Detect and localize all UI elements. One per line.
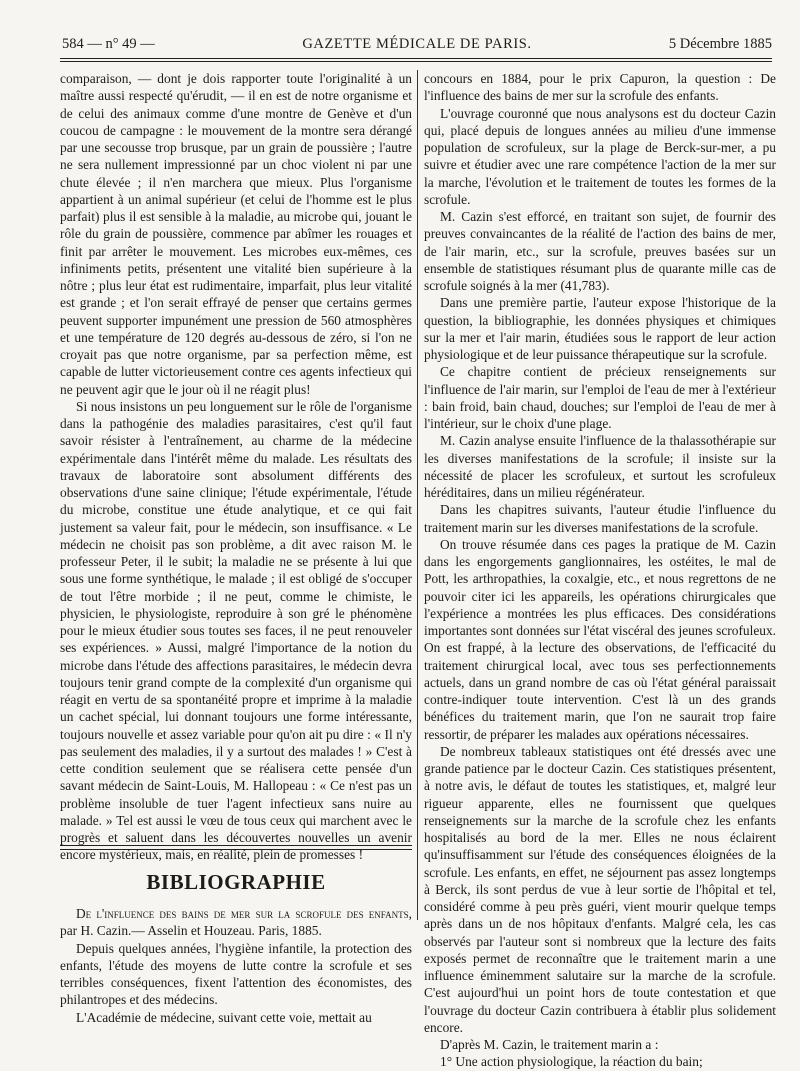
right-column bbox=[424, 70, 776, 1071]
right-paragraph-8: On trouve résumée dans ces pages la pratique de M. Cazin dans les engorgements ganglionnaires, les ostéites, le mal de Pott, les arthropathies, la coxalgie, etc., et nous regrettons de ne pouvoir citer ici les appareils, les opérations chirurgicales que l'expérience a montrées les plus efficaces. Des considérations importantes sont données sur l'état viscéral des jeunes scrofuleux. On est frappé, à la lecture des observations, de l'efficacité du traitement chirurgical local, avec tous ses perfectionnements actuels, dans un grand nombre de cas où l'état général paraissait contre-indiquer toute intervention. C'est là un des grands bénéfices du traitement marin, que l'on ne saurait trop faire ressortir, de préparer les malades aux opérations nécessaires. bbox=[424, 536, 776, 742]
right-paragraph-6: M. Cazin analyse ensuite l'influence de la thalassothérapie sur les diverses manifestations de la scrofule; il insiste sur la nécessité de placer les scrofuleux, et surtout les scrofuleux héréditaires, dans un milieu régénérateur. bbox=[424, 433, 776, 500]
section-separator-thin bbox=[60, 849, 412, 850]
right-paragraph-1: concours en 1884, pour le prix Capuron, la question : De l'influence des bains de mer sur la scrofule des enfants. bbox=[424, 71, 776, 104]
right-paragraph-9: De nombreux tableaux statistiques ont été dressés avec une grande patience par le docteur Cazin. Ces statistiques présentent, à notre avis, le défaut de toutes les statistiques, et, malgré leur rigueur apparente, elles ne fournissent que quelques renseignements sur la marche de la scrofule chez les enfants hospitalisés au bord de la mer. Elles ne nous éclairent qu'insuffisamment sur l'étude des conséquences éloignées de la scrofule. Les enfants, en effet, ne séjournent pas assez longtemps à Berck, ils sont perdus de vue à leur sortie de l'hôpital et tel, considéré comme à peu près guéri, vient mourir quelque temps après dans un de nos hôpitaux d'enfants. Malgré cela, les cas observés par l'auteur sont si nombreux que la lecture des faits exposés permet de reconnaître que le traitement marin a une influence éminemment salutaire sur la marche de la scrofule. C'est aujourd'hui un point hors de toute contestation et que l'ouvrage du docteur Cazin contribuera à établir plus solidement encore. bbox=[424, 743, 776, 1035]
book-title: De l'influence des bains de mer sur la scrofule des enfants bbox=[76, 906, 409, 921]
right-paragraph-5: Ce chapitre contient de précieux renseignements sur l'influence de l'air marin, sur l'emploi de l'eau de mer à l'extérieur : bain froid, bain chaud, douches; sur l'emploi de l'eau de mer à l'intérieur, sur le choix d'une plage. bbox=[424, 364, 776, 431]
page-header bbox=[62, 34, 772, 56]
right-paragraph-3: M. Cazin s'est efforcé, en traitant son sujet, de fournir des preuves convaincantes de la réalité de l'action des bains de mer, de l'air marin, etc., sur la scrofule, preuves basées sur un ensemble de statistiques résumant plus de quarante mille cas de scrofule soignés à la mer (41,783). bbox=[424, 209, 776, 293]
bibliography-heading: BIBLIOGRAPHIE bbox=[146, 870, 326, 894]
bibliography-section bbox=[60, 905, 412, 1026]
header-rule bbox=[60, 58, 772, 62]
bibliography-paragraph-1: Depuis quelques années, l'hygiène infantile, la protection des enfants, l'étude des moyens de lutte contre la scrofule et ses terribles conséquences, fixent l'attention des économistes, des philantropes et des médecins. bbox=[60, 940, 412, 1008]
right-paragraph-7: Dans les chapitres suivants, l'auteur étudie l'influence du traitement marin sur les diverses manifestations de la scrofule. bbox=[424, 502, 776, 535]
right-paragraph-2: L'ouvrage couronné que nous analysons est du docteur Cazin qui, placé depuis de longues années au milieu d'une immense population de scrofuleux, sur la plage de Berck-sur-mer, a pu suivre et étudier avec une rare compétence l'action de la mer sur la marche, l'évolution et le traitement de toutes les formes de la scrofule. bbox=[424, 105, 776, 207]
issue-date: 5 Décembre 1885 bbox=[668, 36, 772, 52]
book-publisher: , par H. Cazin.— Asselin et Houzeau. Paris, 1885. bbox=[60, 906, 412, 939]
section-separator bbox=[60, 845, 412, 846]
left-column bbox=[60, 70, 412, 864]
left-paragraph-2: Si nous insistons un peu longuement sur le rôle de l'organisme dans la pathogénie des maladies parasitaires, c'est qu'il faut savoir résister à l'entraînement, au charme de la médecine expérimentale dans l'intérêt même du malade. Les résultats des travaux de laboratoire sont absolument différents des observations d'une saine clinique; l'étude expérimentale, l'étude du microbe, constitue une étude analytique, et ce qui fait justement sa valeur fait, pour le médecin, son insuffisance. « Le médecin ne choisit pas son problème, a dit avec raison M. le professeur Peter, il le subit; la maladie ne se présente à lui que sous une forme synthétique, le malade ; il est obligé de s'occuper de tout l'être morbide ; il ne peut, comme le chimiste, le physicien, le physiologiste, reproduire à son gré le phénomène pour le mieux étudier sous toutes ses faces, il ne peut renouveler ses expériences. » Aussi, malgré l'importance de la notion du microbe dans l'étude des affections parasitaires, le médecin devra toujours tenir grand compte de la complexité d'un organisme qui réagit en vertu de sa spontanéité propre et imprime à la maladie un cachet spécial, lui donnant toujours une forme intéressante, toujours nouvelle et assez variable pour qu'on ait pu dire : « Il n'y pas seulement des maladies, il y a surtout des malades ! » C'est à cette condition seulement que se réalisera cette pensée d'un savant médecin de Saint-Louis, M. Hallopeau : « Ce n'est pas un problème insoluble de tuer l'agent infectieux sans nuire au malade. » Tel est aussi le vœu de tous ceux qui marchent avec le progrès et saluent dans les découvertes nouvelles un avenir encore mystérieux, mais, en réalité, plein de promesses ! bbox=[60, 398, 412, 863]
book-reference bbox=[60, 905, 412, 940]
column-divider bbox=[417, 70, 418, 920]
journal-title: GAZETTE MÉDICALE DE PARIS. bbox=[302, 36, 532, 52]
right-paragraph-10: D'après M. Cazin, le traitement marin a : bbox=[440, 1037, 659, 1052]
bibliography-paragraph-2: L'Académie de médecine, suivant cette voie, mettait au bbox=[76, 1009, 372, 1025]
right-paragraph-4: Dans une première partie, l'auteur expose l'historique de la question, la bibliographie, les données physiques et chimiques sur la mer et l'air marin, étudiées sous le rapport de leur action physiologique et de leur puissance thérapeutique sur la scrofule. bbox=[424, 295, 776, 362]
left-paragraph-1: comparaison, — dont je dois rapporter toute l'originalité à un maître aussi respecté qu'érudit, — il en est de notre organisme et de celui des animaux comme d'une montre de Genève et d'un coucou de campagne : le mouvement de la montre sera dérangé par une secousse trop brusque, par un grain de poussière ; l'autre ne sera nullement impressionné par un choc violent ni par une chute élevée ; il n'en marchera que mieux. Plus l'organisme appartient à un animal supérieur (et celui de l'homme est le plus parfait) plus il est sensible à la maladie, au microbe qui, jouant le rôle du grain de poussière, commence par abîmer les rouages et finit par arrêter le mouvement. Les microbes eux-mêmes, ces infiniments petits, présentent une vitalité bien supérieure à la nôtre ; plus leur état est rudimentaire, imparfait, plus leur vitalité est grande ; et l'on serait effrayé de penser que certains germes peuvent supporter impunément une pression de 560 atmosphères et une température de 120 degrés au-dessous de zéro, si l'on ne croyait pas que notre organisme, par sa perfection même, est capable de lutter victorieusement contre ces agents infectieux qui ne peuvent agir que le jour où il ne réagit plus! bbox=[60, 71, 412, 397]
page-number: 584 — n° 49 — bbox=[62, 36, 155, 52]
right-paragraph-11: 1° Une action physiologique, la réaction du bain; bbox=[440, 1054, 703, 1070]
